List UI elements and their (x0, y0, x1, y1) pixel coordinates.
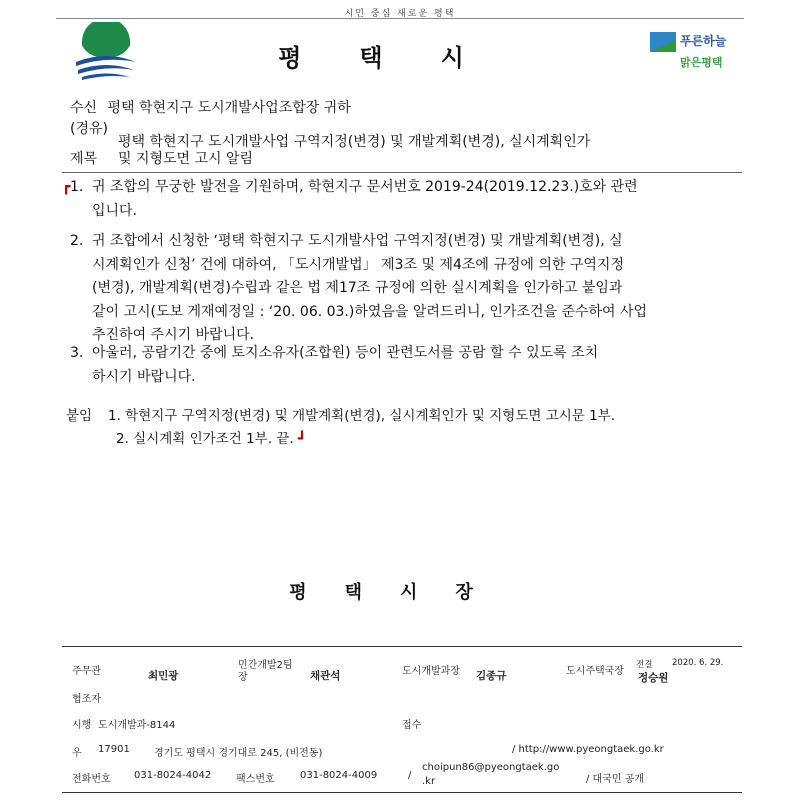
paragraph-1 (62, 176, 740, 223)
paragraph-1-line: 입니다. (92, 202, 138, 219)
dept-label: 도시개발과장 (402, 666, 460, 677)
recipient-value: 평택 학현지구 도시개발사업조합장 귀하 (107, 100, 351, 116)
attachments (66, 405, 615, 451)
footer-rule-top (62, 646, 742, 647)
subject-divider (62, 172, 742, 173)
director-name: 정승원 (638, 672, 669, 684)
recipient-line (70, 97, 351, 117)
brand-slogan-logo (650, 30, 736, 72)
subject-label: 제목 (70, 151, 98, 167)
phone-number: 031-8024-4042 (134, 770, 212, 781)
paragraph-2-line: (변경), 개발계획(변경)수립과 같은 법 제17조 규정에 의한 실시계획을 인가하고 붙임과 (92, 280, 623, 296)
enforce-label: 시행 (72, 720, 92, 731)
top-rule (56, 18, 744, 19)
paragraph-2-line: 시계획인가 신청’ 건에 대하여, 「도시개발법」 제3조 및 제4조에 규정에 의한 구역지정 (92, 256, 624, 273)
attachment-item: 2. 실시계획 인가조건 1부. 끝. ┛ (116, 431, 307, 447)
subject-line-2: 및 지형도면 고시 알림 (118, 151, 254, 167)
receipt-label: 접수 (402, 720, 422, 731)
paragraph-3-number: 3. (70, 345, 84, 361)
address: 경기도 평택시 경기대로 245, (비전동) (154, 748, 323, 759)
paragraph-2-line: 추진하여 주시기 바랍니다. (92, 327, 255, 343)
cooperator-label: 협조자 (72, 694, 101, 705)
edit-mark-end-icon: ┛ (297, 431, 307, 447)
enforce-value: 도시개발과-8144 (98, 720, 176, 731)
paragraph-1-line: 귀 조합의 무궁한 발전을 기원하며, 학현지구 문서번호 2019-24(2019.12.23.)호와 관련 (92, 179, 638, 195)
edit-mark-start-icon: ┏ (62, 179, 71, 195)
via-label: (경유) (70, 121, 108, 137)
director-label: 도시주택국장 (566, 666, 624, 677)
paragraph-3-line: 아울러, 공람기간 중에 토지소유자(조합원) 등이 관련도서를 공람 할 수 있도록 조치 (92, 345, 599, 361)
recipient-label: 수신 (70, 100, 98, 116)
dept-head-name: 김종규 (476, 670, 507, 682)
email-line-1[interactable]: choipun86@pyeongtaek.go (422, 762, 560, 773)
team-label-2: 장 (238, 672, 248, 683)
separator-slash: / (408, 770, 412, 781)
motto: 시민 중심 새로운 평택 (344, 9, 456, 19)
mayor-signature-title: 평택시장 (289, 582, 511, 603)
subject-line-1: 평택 학현지구 도시개발사업 구역지정(변경) 및 개발계획(변경), 실시계획인가 (118, 134, 591, 150)
organization-title: 평택시 (278, 44, 522, 72)
drafter-name: 최민광 (148, 670, 179, 682)
approval-date: 2020. 6. 29. (672, 658, 724, 668)
approval-label: 전결 (636, 660, 653, 670)
paragraph-2 (70, 230, 740, 348)
paragraph-3 (70, 342, 740, 389)
attachment-item: 1. 학현지구 구역지정(변경) 및 개발계획(변경), 실시계획인가 및 지형도면 고시문 1부. (108, 408, 616, 424)
email-line-2[interactable]: .kr (422, 776, 436, 787)
city-emblem-logo (74, 22, 138, 84)
team-label-1: 민간개발2팀 (238, 660, 293, 671)
disclosure-status: / 대국민 공개 (586, 774, 645, 785)
footer-rule-bottom (62, 792, 742, 793)
brand-logo-text-bottom: 맑은평택 (680, 56, 723, 69)
paragraph-2-line: 귀 조합에서 신청한 ‘평택 학현지구 도시개발사업 구역지정(변경) 및 개발계획(변경), 실 (92, 233, 623, 249)
phone-label: 전화번호 (72, 774, 111, 785)
paragraph-3-line: 하시기 바랍니다. (92, 368, 196, 385)
paragraph-1-number: 1. (70, 179, 84, 195)
paragraph-2-line: 같이 고시(도보 게재예정일 : ‘20. 06. 03.)하였음을 알려드리니, 인가조건을 준수하여 사업 (92, 303, 648, 320)
brand-logo-text-top: 푸른하늘 (680, 34, 727, 48)
team-leader-name: 채관석 (310, 670, 341, 682)
attachments-label: 붙임 (66, 408, 93, 424)
address-label: 우 (72, 748, 82, 759)
fax-number: 031-8024-4009 (300, 770, 378, 781)
postal-code: 17901 (98, 744, 130, 755)
via-line (70, 118, 108, 138)
homepage-link[interactable]: / http://www.pyeongtaek.go.kr (512, 744, 664, 755)
drafter-label: 주무관 (72, 666, 101, 677)
fax-label: 팩스번호 (236, 774, 275, 785)
paragraph-2-number: 2. (70, 233, 84, 249)
